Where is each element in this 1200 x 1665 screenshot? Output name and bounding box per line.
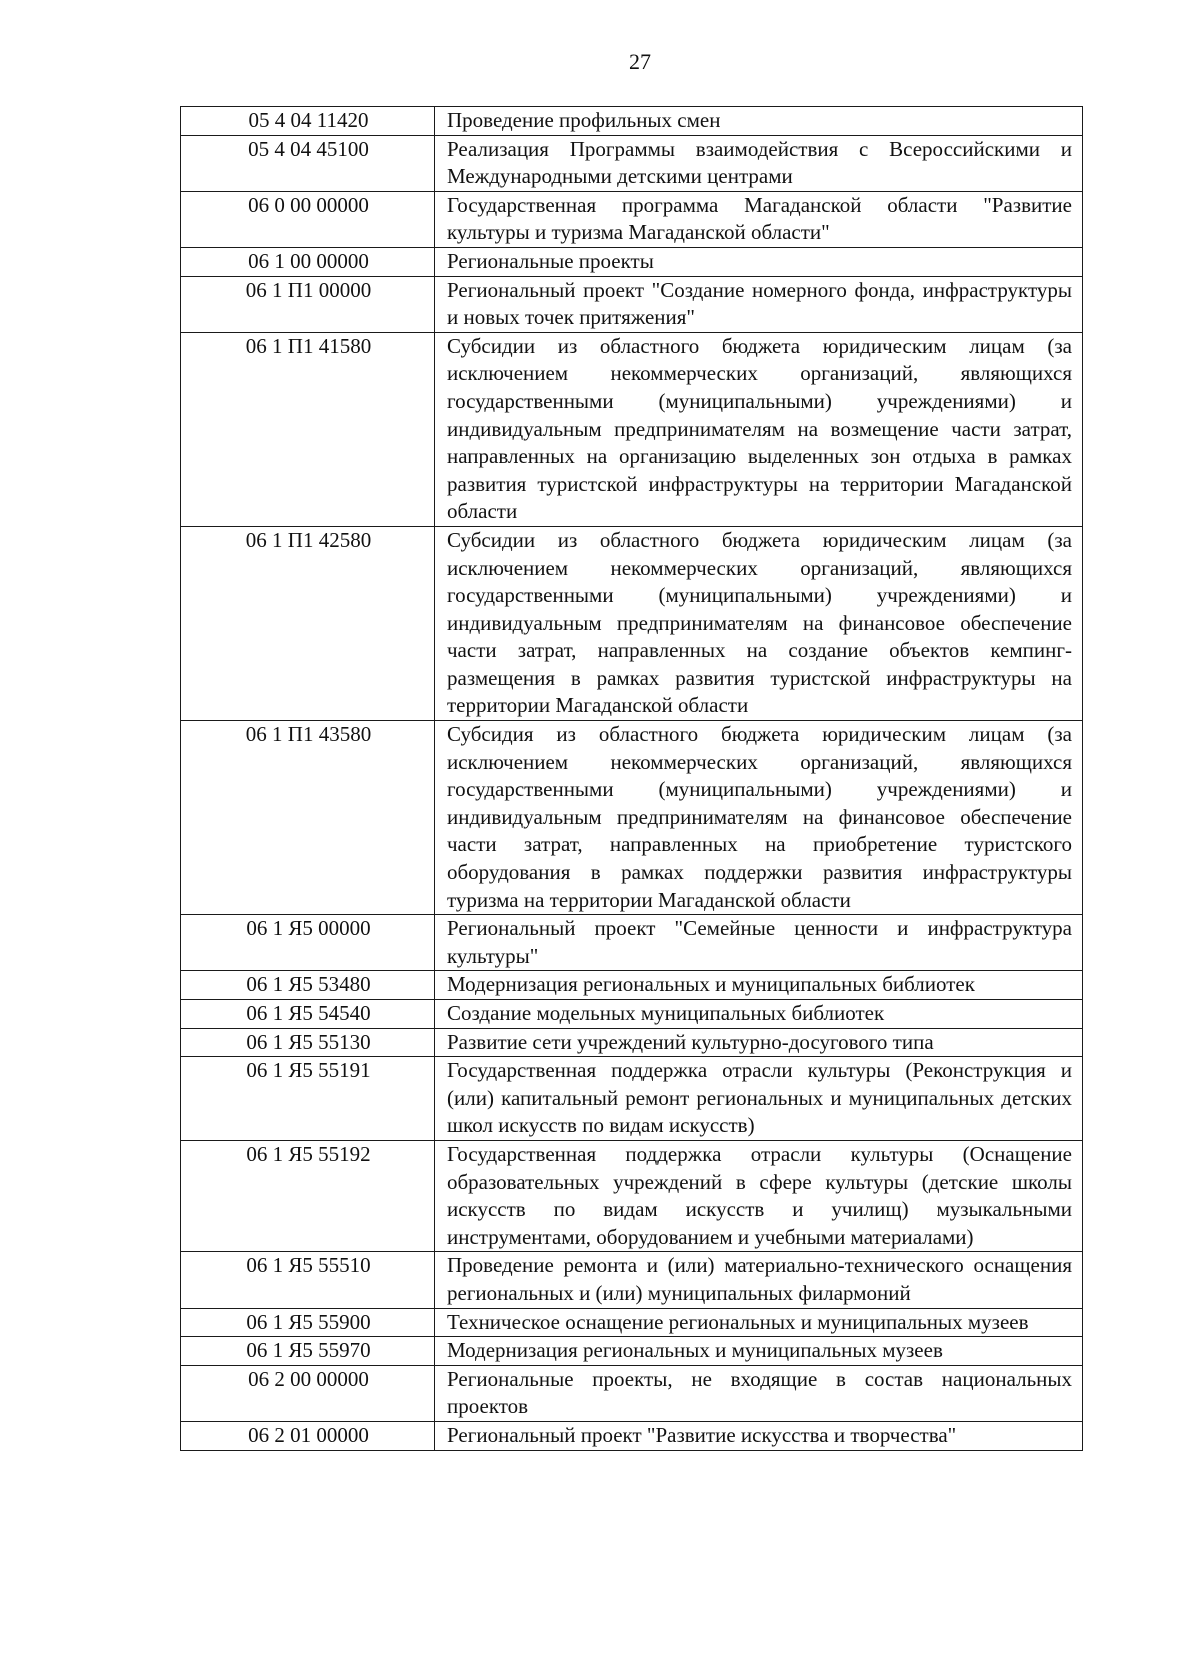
row-code: 06 1 Я5 55130: [181, 1028, 435, 1057]
row-name: Региональные проекты: [435, 247, 1083, 276]
page-number: 27: [629, 49, 651, 74]
row-name: Государственная программа Магаданской области "Развитие культуры и туризма Магаданской области": [435, 191, 1083, 247]
row-code: 06 1 Я5 53480: [181, 971, 435, 1000]
row-name: Модернизация региональных и муниципальных музеев: [435, 1337, 1083, 1366]
table-body: [181, 107, 1083, 1451]
row-name: Реализация Программы взаимодействия с Всероссийскими и Международными детскими центрами: [435, 135, 1083, 191]
row-name: Создание модельных муниципальных библиотек: [435, 1000, 1083, 1029]
budget-classification-table: [180, 106, 1083, 1451]
row-code: 06 1 Я5 00000: [181, 915, 435, 971]
row-code: 06 1 Я5 55192: [181, 1140, 435, 1251]
row-code: 06 1 Я5 55510: [181, 1252, 435, 1308]
table-row: [181, 1057, 1083, 1141]
row-name: Проведение профильных смен: [435, 107, 1083, 136]
row-name: Субсидия из областного бюджета юридическим лицам (за исключением некоммерческих организаций, являющихся государственными (муниципальными) учреждениями) и индивидуальным предпринимателям на финансовое обеспечение части затрат, направленных на приобретение туристского оборудования в рамках поддержки развития инфраструктуры туризма на территории Магаданской области: [435, 721, 1083, 915]
table-row: [181, 1000, 1083, 1029]
row-name: Региональные проекты, не входящие в состав национальных проектов: [435, 1365, 1083, 1421]
row-code: 06 1 Я5 55970: [181, 1337, 435, 1366]
row-code: 06 1 Я5 55900: [181, 1308, 435, 1337]
table-row: [181, 247, 1083, 276]
row-name: Развитие сети учреждений культурно-досугового типа: [435, 1028, 1083, 1057]
row-name: Модернизация региональных и муниципальных библиотек: [435, 971, 1083, 1000]
row-name: Проведение ремонта и (или) материально-технического оснащения региональных и (или) муниципальных филармоний: [435, 1252, 1083, 1308]
row-name: Региональный проект "Развитие искусства и творчества": [435, 1421, 1083, 1450]
row-name: Государственная поддержка отрасли культуры (Реконструкция и (или) капитальный ремонт региональных и муниципальных детских школ искусств по видам искусств): [435, 1057, 1083, 1141]
table-row: [181, 915, 1083, 971]
table-row: [181, 276, 1083, 332]
row-code: 06 2 00 00000: [181, 1365, 435, 1421]
row-code: 06 1 Я5 55191: [181, 1057, 435, 1141]
row-code: 05 4 04 11420: [181, 107, 435, 136]
table-row: [181, 1365, 1083, 1421]
table-row: [181, 526, 1083, 720]
row-code: 06 1 П1 41580: [181, 332, 435, 526]
row-name: Субсидии из областного бюджета юридическим лицам (за исключением некоммерческих организаций, являющихся государственными (муниципальными) учреждениями) и индивидуальным предпринимателям на финансовое обеспечение части затрат, направленных на создание объектов кемпинг-размещения в рамках развития туристской инфраструктуры на территории Магаданской области: [435, 526, 1083, 720]
table-row: [181, 1337, 1083, 1366]
table-row: [181, 107, 1083, 136]
row-name: Государственная поддержка отрасли культуры (Оснащение образовательных учреждений в сфере культуры (детские школы искусств по видам искусств и училищ) музыкальными инструментами, оборудованием и учебными материалами): [435, 1140, 1083, 1251]
table-row: [181, 721, 1083, 915]
row-name: Техническое оснащение региональных и муниципальных музеев: [435, 1308, 1083, 1337]
row-code: 06 1 Я5 54540: [181, 1000, 435, 1029]
row-code: 06 2 01 00000: [181, 1421, 435, 1450]
row-name: Региональный проект "Семейные ценности и инфраструктура культуры": [435, 915, 1083, 971]
table-row: [181, 1252, 1083, 1308]
row-code: 06 0 00 00000: [181, 191, 435, 247]
row-code: 05 4 04 45100: [181, 135, 435, 191]
row-code: 06 1 00 00000: [181, 247, 435, 276]
row-code: 06 1 П1 43580: [181, 721, 435, 915]
table-row: [181, 332, 1083, 526]
table-row: [181, 1308, 1083, 1337]
row-code: 06 1 П1 00000: [181, 276, 435, 332]
row-code: 06 1 П1 42580: [181, 526, 435, 720]
table-row: [181, 1421, 1083, 1450]
table-row: [181, 1140, 1083, 1251]
table-row: [181, 191, 1083, 247]
row-name: Субсидии из областного бюджета юридическим лицам (за исключением некоммерческих организаций, являющихся государственными (муниципальными) учреждениями) и индивидуальным предпринимателям на возмещение части затрат, направленных на организацию выделенных зон отдыха в рамках развития туристской инфраструктуры на территории Магаданской области: [435, 332, 1083, 526]
row-name: Региональный проект "Создание номерного фонда, инфраструктуры и новых точек притяжения": [435, 276, 1083, 332]
table-row: [181, 1028, 1083, 1057]
table-row: [181, 135, 1083, 191]
table-row: [181, 971, 1083, 1000]
